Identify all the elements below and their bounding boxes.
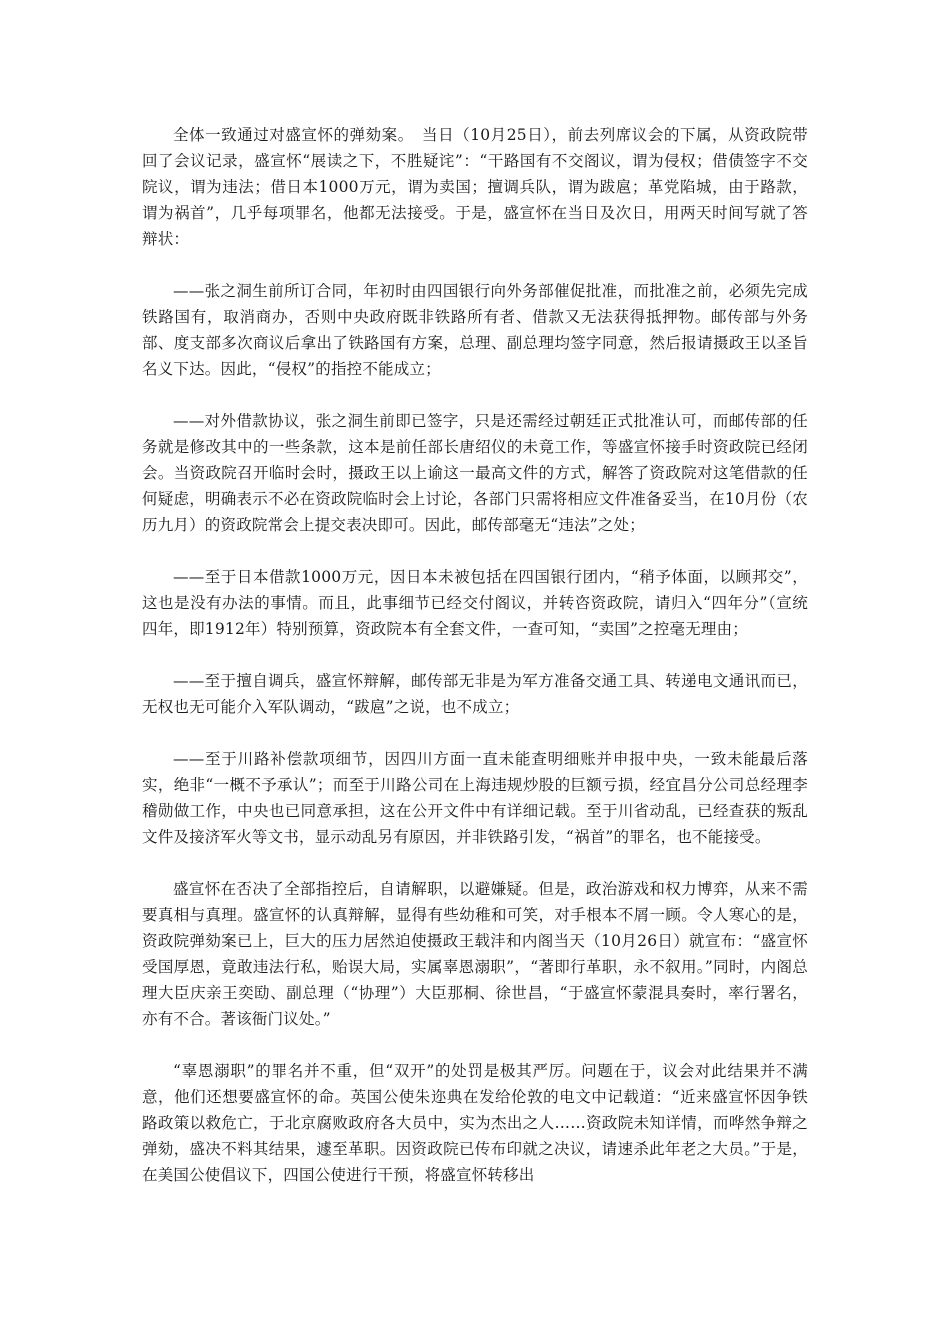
paragraph-aftermath: “辜恩溺职”的罪名并不重，但“双开”的处罚是极其严厉。问题在于，议会对此结果并不满意，他们还想要盛宣怀的命。英国公使朱迩典在发给伦敦的电文中记载道：“近来盛宣怀因争铁路政策以救危亡，于北京腐败政府各大员中，实为杰出之人……资政院未知详情，而哗然争辩之弹劾，盛决不料其结果，遽至革职。因资政院已传布印就之决议，请速杀此年老之大员。”于是，在美国公使倡议下，四国公使进行干预，将盛宣怀转移出 [142,1062,808,1184]
paragraph-defense-japan-loan: ——至于日本借款1000万元，因日本未被包括在四国银行团内，“稍予体面，以顾邦交”，这也是没有办法的事情。而且，此事细节已经交付阁议，并转咨资政院，请归入“四年分”（宣统四年，即1912年）特别预算，资政院本有全套文件，一查可知，“卖国”之控毫无理由； [142,568,808,638]
paragraph-dismissal: 盛宣怀在否决了全部指控后，自请解职，以避嫌疑。但是，政治游戏和权力博弈，从来不需要真相与真理。盛宣怀的认真辩解，显得有些幼稚和可笑，对手根本不屑一顾。令人寒心的是，资政院弹劾案已上，巨大的压力居然迫使摄政王载沣和内阁当天（10月26日）就宣布：“盛宣怀受国厚恩，竟敢违法行私，贻误大局，实属辜恩溺职”，“著即行革职，永不叙用。”同时，内阁总理大臣庆亲王奕劻、副总理（“协理”）大臣那桐、徐世昌，“于盛宣怀蒙混具奏时，率行署名，亦有不合。著该衙门议处。” [142,880,808,1028]
paragraph-defense-troops: ——至于擅自调兵，盛宣怀辩解，邮传部无非是为军方准备交通工具、转递电文通讯而已，无权也无可能介入军队调动，“跋扈”之说，也不成立； [142,672,808,716]
paragraph-defense-illegality: ——对外借款协议，张之洞生前即已签字，只是还需经过朝廷正式批准认可，而邮传部的任务就是修改其中的一些条款，这本是前任部长唐绍仪的未竟工作，等盛宣怀接手时资政院已经闭会。当资政院召开临时会时，摄政王以上谕这一最高文件的方式，解答了资政院对这笔借款的任何疑虑，明确表示不必在资政院临时会上讨论，各部门只需将相应文件准备妥当，在10月份（农历九月）的资政院常会上提交表决即可。因此，邮传部毫无“违法”之处； [142,412,808,534]
paragraph-impeachment-reply: 全体一致通过对盛宣怀的弹劾案。 当日（10月25日），前去列席议会的下属，从资政院带回了会议记录，盛宣怀“展读之下，不胜疑诧”：“干路国有不交阁议，谓为侵权；借债签字不交院议，谓为违法；借日本1000万元，谓为卖国；擅调兵队，谓为跋扈；革党陷城，由于路款，谓为祸首”，几乎每项罪名，他都无法接受。于是，盛宣怀在当日及次日，用两天时间写就了答辩状： [142,126,808,248]
paragraph-defense-sichuan: ——至于川路补偿款项细节，因四川方面一直未能查明细账并申报中央，一致未能最后落实，绝非“一概不予承认”；而至于川路公司在上海违规炒股的巨额亏损，经宜昌分公司总经理李稽勋做工作，中央也已同意承担，这在公开文件中有详细记载。至于川省动乱，已经查获的叛乱文件及接济军火等文书，显示动乱另有原因，并非铁路引发，“祸首”的罪名，也不能接受。 [142,750,808,846]
document-body [142,122,808,1214]
paragraph-defense-infringement: ——张之洞生前所订合同，年初时由四国银行向外务部催促批准，而批准之前，必须先完成铁路国有，取消商办，否则中央政府既非铁路所有者、借款又无法获得抵押物。邮传部与外务部、度支部多次商议后拿出了铁路国有方案，总理、副总理均签字同意，然后报请摄政王以圣旨名义下达。因此，“侵权”的指控不能成立； [142,282,808,378]
